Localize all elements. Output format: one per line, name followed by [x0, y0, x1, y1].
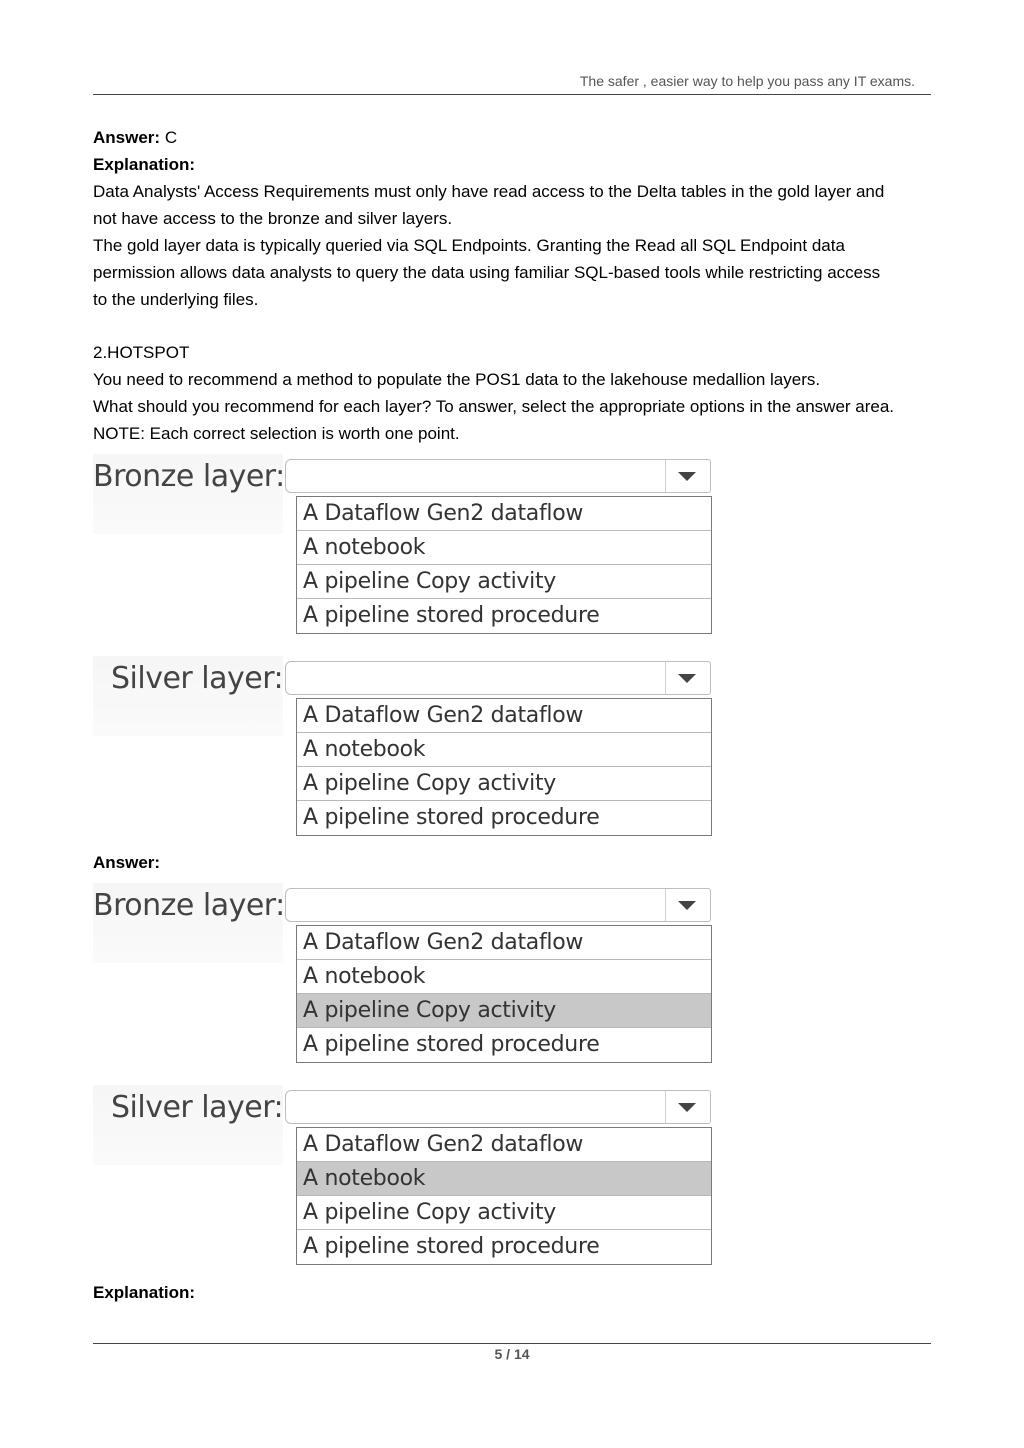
- answer-line-1: [93, 124, 943, 151]
- option-notebook-selected[interactable]: A notebook: [297, 1162, 711, 1196]
- page-number: 5 / 14: [494, 1346, 530, 1362]
- header-divider: [93, 94, 931, 95]
- silver-layer-dropdown[interactable]: [285, 661, 711, 695]
- option-dataflow[interactable]: A Dataflow Gen2 dataflow: [297, 699, 711, 733]
- silver-layer-label: Silver layer:: [111, 661, 284, 696]
- option-dataflow[interactable]: A Dataflow Gen2 dataflow: [297, 926, 711, 960]
- explanation-line: to the underlying files.: [93, 290, 259, 309]
- bronze-layer-label: Bronze layer:: [93, 459, 285, 494]
- bronze-options-list: [296, 496, 712, 634]
- question-line: You need to recommend a method to populate the POS1 data to the lakehouse medallion layers.: [93, 370, 821, 389]
- option-notebook[interactable]: A notebook: [297, 531, 711, 565]
- silver-layer-label: Silver layer:: [111, 1090, 284, 1125]
- option-dataflow[interactable]: A Dataflow Gen2 dataflow: [297, 497, 711, 531]
- explanation-label: Explanation:: [93, 155, 196, 174]
- dropdown-toggle[interactable]: [665, 460, 710, 492]
- explanation-label-2: Explanation:: [93, 1283, 196, 1302]
- header-tagline: The safer , easier way to help you pass any IT exams.: [579, 73, 915, 89]
- option-copy-activity-selected[interactable]: A pipeline Copy activity: [297, 994, 711, 1028]
- dropdown-toggle[interactable]: [665, 1091, 710, 1123]
- question-line: NOTE: Each correct selection is worth one point.: [93, 424, 460, 443]
- option-copy-activity[interactable]: A pipeline Copy activity: [297, 767, 711, 801]
- explanation-line: permission allows data analysts to query the data using familiar SQL-based tools while restricting access: [93, 263, 881, 282]
- chevron-down-icon: [678, 472, 696, 481]
- explanation-line: The gold layer data is typically queried via SQL Endpoints. Granting the Read all SQL Endpoint data: [93, 236, 845, 255]
- option-dataflow[interactable]: A Dataflow Gen2 dataflow: [297, 1128, 711, 1162]
- bronze-options-list: [296, 925, 712, 1063]
- chevron-down-icon: [678, 1103, 696, 1112]
- bronze-layer-label: Bronze layer:: [93, 888, 285, 923]
- option-notebook[interactable]: A notebook: [297, 733, 711, 767]
- footer-divider: [93, 1343, 931, 1344]
- chevron-down-icon: [678, 901, 696, 910]
- explanation-line: not have access to the bronze and silver layers.: [93, 209, 453, 228]
- silver-options-list: [296, 1127, 712, 1265]
- option-copy-activity[interactable]: A pipeline Copy activity: [297, 565, 711, 599]
- bronze-layer-dropdown[interactable]: [285, 459, 711, 493]
- explanation-line: Data Analysts' Access Requirements must only have read access to the Delta tables in the gold layer and: [93, 182, 885, 201]
- question-line: What should you recommend for each layer? To answer, select the appropriate options in the answer area.: [93, 397, 895, 416]
- answer-value: C: [164, 128, 178, 147]
- option-stored-procedure[interactable]: A pipeline stored procedure: [303, 603, 600, 628]
- dropdown-toggle[interactable]: [665, 662, 710, 694]
- option-copy-activity[interactable]: A pipeline Copy activity: [297, 1196, 711, 1230]
- answer-label-2: Answer:: [93, 853, 161, 872]
- chevron-down-icon: [678, 674, 696, 683]
- question-title: 2.HOTSPOT: [93, 343, 190, 362]
- bronze-layer-dropdown[interactable]: [285, 888, 711, 922]
- option-stored-procedure[interactable]: A pipeline stored procedure: [303, 1032, 600, 1057]
- option-notebook[interactable]: A notebook: [297, 960, 711, 994]
- silver-options-list: [296, 698, 712, 836]
- dropdown-toggle[interactable]: [665, 889, 710, 921]
- answer-label: Answer:: [93, 128, 161, 147]
- option-stored-procedure[interactable]: A pipeline stored procedure: [303, 805, 600, 830]
- silver-layer-dropdown[interactable]: [285, 1090, 711, 1124]
- option-stored-procedure[interactable]: A pipeline stored procedure: [303, 1234, 600, 1259]
